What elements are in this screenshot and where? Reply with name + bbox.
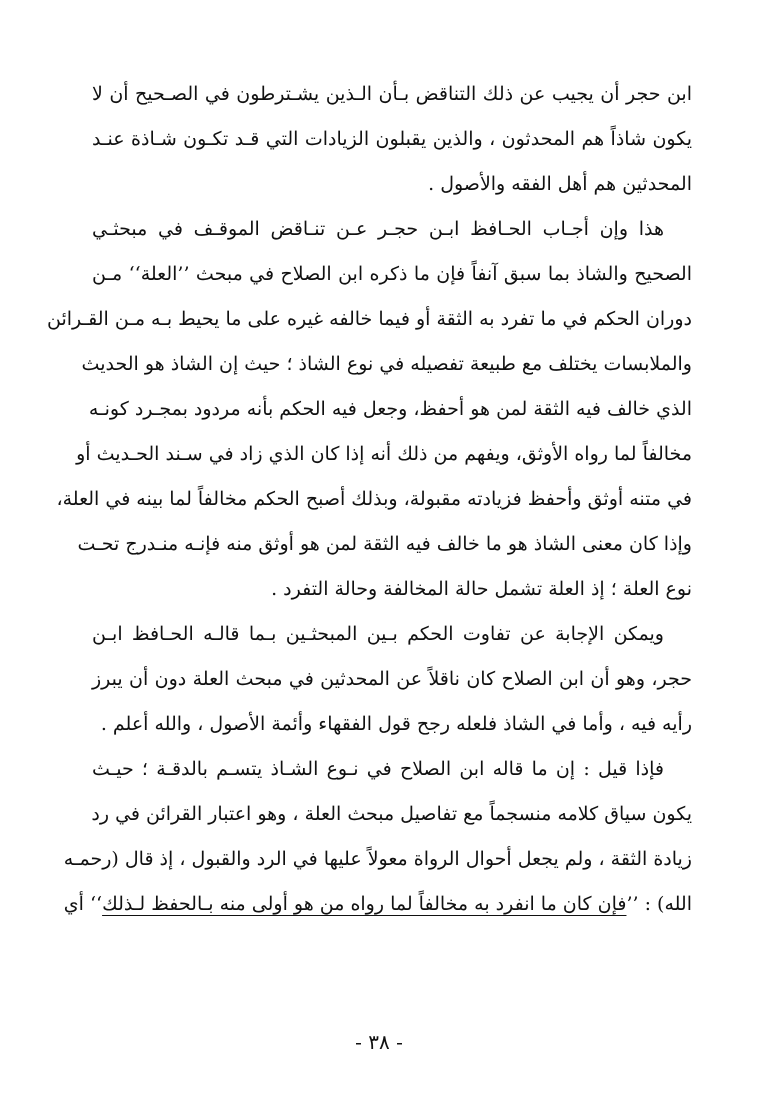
page-number: - ٣٨ -	[355, 1030, 403, 1054]
text-line-8: الذي خالف فيه الثقة لمن هو أحفظ، وجعل فيه الحكم بأنه مردود بمجـرد كونـه	[88, 398, 692, 420]
text-line-19	[63, 882, 692, 927]
text-line-2: يكون شاذاً هم المحدثون ، والذين يقبلون الزيادات التي قـد تكـون شـاذة عنـد	[92, 128, 692, 150]
text-line-6: دوران الحكم في ما تفرد به الثقة أو فيما خالفه غيره على ما يحيط بـه مـن القـرائن	[47, 308, 692, 330]
text-line-11: وإذا كان معنى الشاذ هو ما خالف فيه الثقة لمن هو أوثق منه فإنـه منـدرج تحـت	[77, 533, 692, 555]
text-line-13: ويمكن الإجابة عن تفاوت الحكم بـين المبحثـين بـما قالـه الحـافظ ابـن	[92, 623, 664, 645]
text-line-16: فإذا قيل : إن ما قاله ابن الصلاح في نـوع الشـاذ يتسـم بالدقـة ؛ حيـث	[92, 758, 664, 780]
text-line-17: يكون سياق كلامه منسجماً مع تفاصيل مبحث العلة ، وهو اعتبار القرائن في رد	[91, 803, 692, 825]
text-line-4: هذا وإن أجـاب الحـافظ ابـن حجـر عـن تنـاقض الموقـف في مبحثـي	[92, 218, 664, 240]
quote-tail: ‘‘ أي	[63, 893, 103, 915]
text-line-10: في متنه أوثق وأحفظ فزيادته مقبولة، وبذلك أصبح الحكم مخالفاً لما بينه في العلة،	[56, 488, 692, 510]
text-line-1: ابن حجر أن يجيب عن ذلك التناقض بـأن الـذين يشـترطون في الصـحيح أن لا	[92, 83, 692, 105]
text-line-7: والملابسات يختلف مع طبيعة تفصيله في نوع الشاذ ؛ حيث إن الشاذ هو الحديث	[81, 353, 692, 375]
text-line-9: مخالفاً لما رواه الأوثق، ويفهم من ذلك أنه إذا كان الذي زاد في سـند الحـديث أو	[76, 443, 692, 465]
text-line-12: نوع العلة ؛ إذ العلة تشمل حالة المخالفة وحالة التفرد .	[271, 578, 692, 600]
quote-lead: الله) : ’’	[626, 893, 692, 915]
underlined-quote: فإن كان ما انفرد به مخالفاً لما رواه من هو أولى منه بـالحفظ لـذلك	[102, 893, 627, 915]
text-line-15: رأيه فيه ، وأما في الشاذ فلعله رجح قول الفقهاء وأئمة الأصول ، والله أعلم .	[100, 713, 692, 735]
text-line-18: زيادة الثقة ، ولم يجعل أحوال الرواة معولاً عليها في الرد والقبول ، إذ قال (رحمـه	[63, 848, 692, 870]
text-line-3: المحدثين هم أهل الفقه والأصول .	[428, 173, 692, 195]
body-text	[47, 72, 692, 927]
text-line-5: الصحيح والشاذ بما سبق آنفاً فإن ما ذكره ابن الصلاح في مبحث ’’العلة‘‘ مـن	[92, 263, 692, 285]
text-line-14: حجر، وهو أن ابن الصلاح كان ناقلاً عن المحدثين في مبحث العلة دون أن يبرز	[92, 668, 692, 690]
